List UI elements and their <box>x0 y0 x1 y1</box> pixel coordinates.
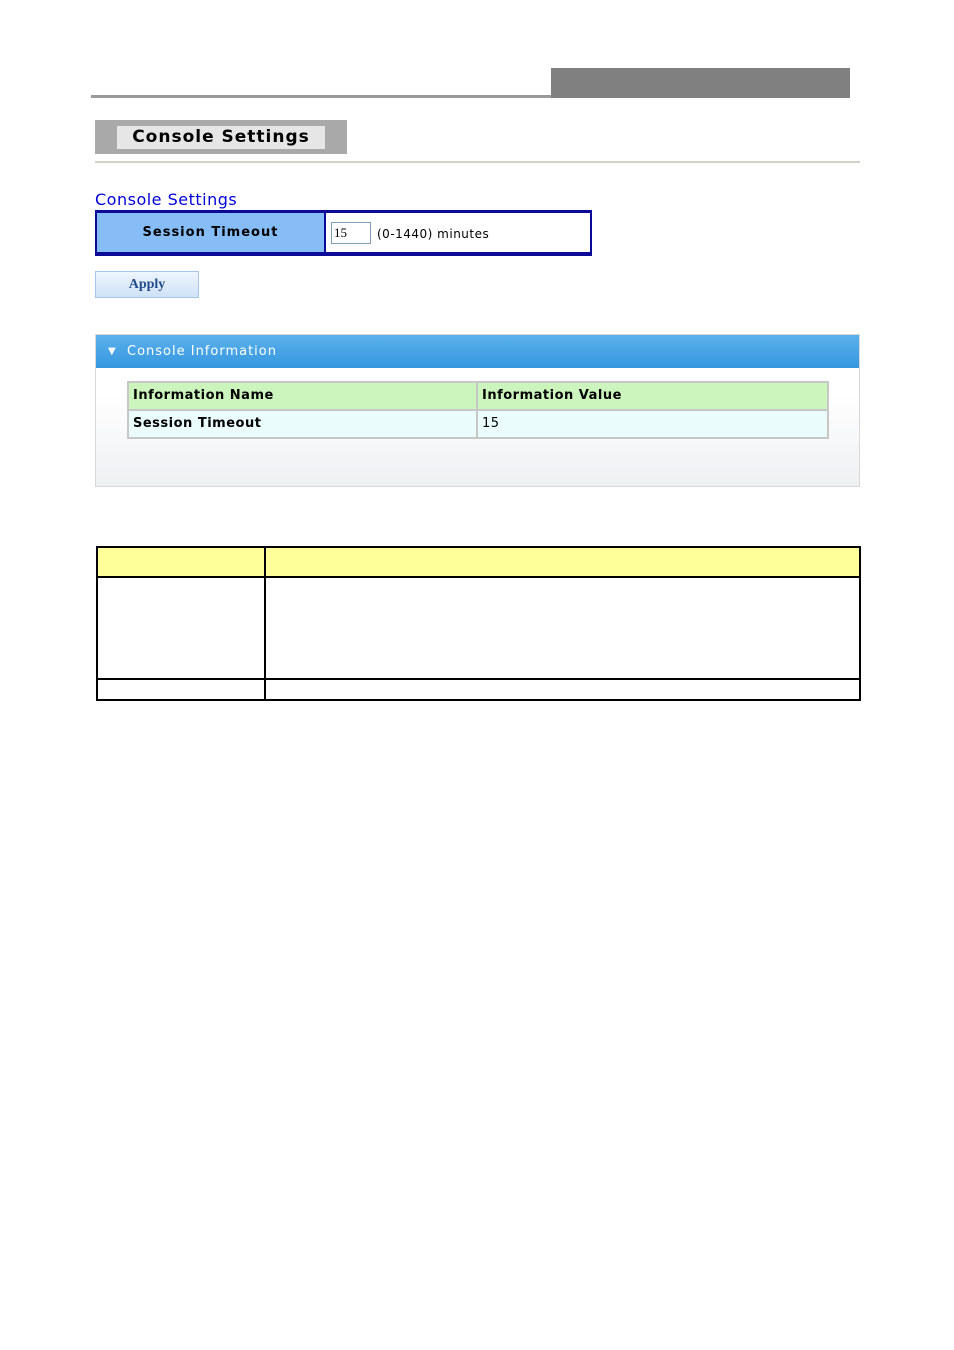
page-title: Console Settings <box>117 126 325 149</box>
console-information-table <box>127 381 829 439</box>
table-column-divider <box>476 383 478 437</box>
document-header-box <box>551 68 850 98</box>
description-table-header-divider <box>98 576 859 578</box>
description-table <box>96 546 861 701</box>
console-information-header[interactable] <box>96 335 859 368</box>
apply-button[interactable]: Apply <box>95 271 199 298</box>
document-header-rule <box>91 95 551 98</box>
console-settings-table <box>95 210 592 256</box>
session-timeout-input[interactable]: 15 <box>331 222 371 244</box>
description-table-header <box>98 548 859 576</box>
column-header-information-value: Information Value <box>478 383 827 409</box>
column-header-information-name: Information Name <box>129 383 476 409</box>
console-information-panel <box>95 334 860 487</box>
page-title-divider <box>95 161 860 163</box>
session-timeout-range: (0-1440) minutes <box>377 227 490 241</box>
console-settings-label: Console Settings <box>95 190 238 209</box>
console-information-title: Console Information <box>127 344 277 359</box>
session-timeout-label: Session Timeout <box>97 213 324 252</box>
table-cell-name: Session Timeout <box>129 411 476 437</box>
description-table-row-divider <box>98 678 859 680</box>
table-cell-value: 15 <box>478 411 827 437</box>
description-table-column-divider <box>264 548 266 699</box>
triangle-down-icon[interactable]: ▼ <box>108 346 117 357</box>
settings-column-separator <box>324 213 326 252</box>
